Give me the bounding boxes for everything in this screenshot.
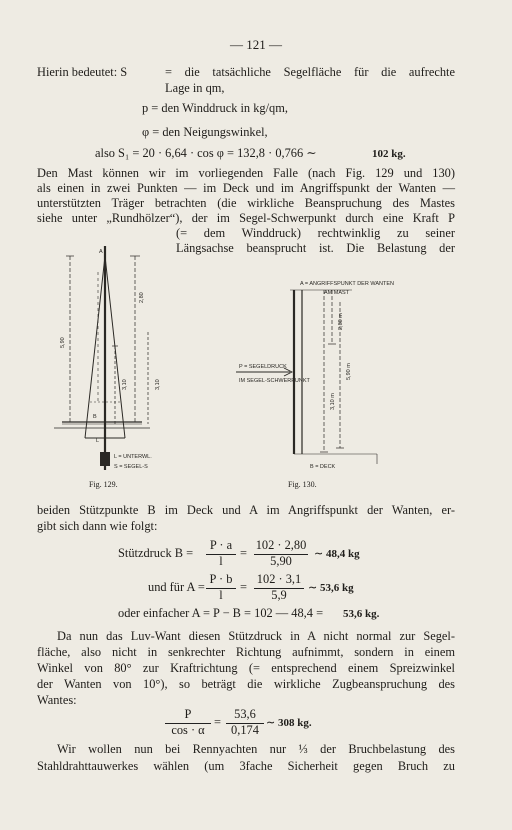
fig130-label-bottom: B = DECK — [310, 464, 336, 470]
text-line: Da nun das Luv-Want diesen Stützdruck in A nicht normal zur Segel- — [57, 629, 455, 643]
fig129-label-a: A — [99, 249, 103, 255]
eq4-fraction-numeric — [226, 707, 264, 739]
text-line: also S₁ = 20 · 6,64 · cos φ = 132,8 · 0,766 ∼ — [95, 146, 317, 160]
fig130-dim-lower: 3,10 m — [330, 393, 336, 410]
figure-130-caption: Fig. 130. — [288, 480, 317, 489]
text-line: Wantes: — [37, 693, 77, 707]
text-line: Längsachse beansprucht ist. Die Belastung der — [176, 241, 455, 255]
eq3-result: 53,6 kg. — [343, 608, 380, 620]
text-line-bold: 102 kg. — [372, 148, 406, 160]
text-line: φ = den Neigungswinkel, — [142, 125, 268, 139]
page-number: — 121 — — [230, 37, 282, 52]
text-line: Stahldrahttauwerkes wählen (um 3fache Sicherheit gegen Bruch zu — [37, 759, 455, 773]
text-line: fläche, also nicht in senkrechter Richtung aufnimmt, sondern in einem — [37, 645, 455, 659]
text-line: unterstützten Träger betrachten (die wirkliche Beanspruchung des Mastes — [37, 196, 455, 210]
text-line: p = den Winddruck in kg/qm, — [142, 101, 288, 115]
fig130-label-top1: A = ANGRIFFSPUNKT DER WANTEN — [300, 281, 394, 287]
text-line: siehe unter „Rundhölzer“), der im Segel-Schwerpunkt durch eine Kraft P — [37, 211, 455, 225]
fig129-legend-1: L = UNTERWL. — [114, 454, 152, 460]
eq2-numerator-num: 102 · 3,1 — [256, 572, 302, 586]
text-line: der Wanten von 10°), so beträgt die wirkliche Zugbeanspruchung des — [37, 677, 455, 691]
text-line: (= dem Winddruck) rechtwinklig zu seiner — [176, 226, 455, 240]
text-line: gibt sich dann wie folgt: — [37, 519, 158, 533]
eq1-result: ∼ 48,4 kg — [314, 548, 360, 560]
eq2-denominator: l — [219, 588, 223, 602]
eq2-fraction-numeric — [254, 572, 304, 604]
figure-130-diagram — [232, 272, 467, 482]
text-line: Lage in qm, — [165, 81, 225, 95]
fig129-dim-side: 3,10 — [155, 379, 161, 390]
figure-129-caption: Fig. 129. — [89, 480, 118, 489]
eq4-numerator: P — [184, 707, 192, 721]
eq3-line: oder einfacher A = P − B = 102 — 48,4 = — [118, 606, 324, 620]
eq1-denominator: l — [219, 554, 223, 568]
fig130-dim-total: 5,90 m — [346, 363, 352, 380]
fig130-label-force1: P = SEGELDRUCK — [239, 364, 287, 370]
eq2-lhs: und für A = — [148, 580, 205, 594]
eq2-numerator: P · b — [209, 572, 233, 586]
eq4-denominator-num: 0,174 — [231, 723, 259, 737]
eq1-fraction-numeric — [254, 538, 308, 570]
eq1-numerator-num: 102 · 2,80 — [255, 538, 307, 552]
eq2-denominator-num: 5,9 — [271, 588, 287, 602]
eq4-numerator-num: 53,6 — [234, 707, 256, 721]
eq4-fraction-symbolic — [165, 707, 211, 739]
eq1-denominator-num: 5,90 — [270, 554, 292, 568]
text-line: Winkel von 80° zur Kraftrichtung (= entsprechend einem Spreizwinkel — [37, 661, 455, 675]
fig129-dim-upper: 2,80 — [139, 292, 145, 303]
fig130-label-top2: AM MAST — [324, 290, 350, 296]
figure-129-diagram — [50, 242, 170, 482]
fig129-dim-total: 5,90 — [60, 337, 66, 348]
fig129-label-b: B — [93, 414, 97, 420]
fig130-label-force2: IM SEGEL-SCHWERPUNKT — [239, 378, 310, 384]
fig129-label-l: L — [96, 438, 100, 444]
text-line: Hierin bedeutet: S — [37, 65, 128, 79]
eq2-result: ∼ 53,6 kg — [308, 582, 354, 594]
fig130-dim-upper: 2,80 m — [338, 313, 344, 330]
text-line: = die tatsächliche Segelfläche für die aufrechte — [165, 65, 455, 79]
text-line: beiden Stützpunkte B im Deck und A im Angriffspunkt der Wanten, er- — [37, 503, 455, 517]
book-page: — 121 — Hierin bedeutet: S = die tatsächliche Segelfläche für die aufrechte Lage in qm, p = den Winddruck in kg/qm, φ = den Neigungswinkel, also S₁ = 20 · 6,64 · cos φ = 132,8 · 0,766 ∼ 102 kg. Den Mast können wir im vorliegenden Falle (nach Fig. 129 und 130) als einen in zwei Punkten — im Deck und im Angriffspunkt der Wanten — unterstützten Träger betrachten (die wirkliche Beanspruchung des Mastes siehe unter „Rundhölzer“), der im Segel-Schwerpunkt durch eine Kraft P (= dem Winddruck) rechtwinklig zu seiner Längsachse beansprucht ist. Die Belastung der A 5,90 2,80 3,10 3,10 B L L = UNTERWL. S = SEGEL-S Fig. 129. A = ANGRIFFSPUNKT DER WANTEN AM MAST P = SEGELDRUCK IM SEGEL-SCHWERPUNKT 2,80 m 5,90 m 3,10 m B = DECK Fig. 130. beiden Stützpunkte B im Deck und A im Angriffspunkt der Wanten, er- gibt sich dann wie folgt: Stützdruck B = P · a l = 102 · 2,80 5,90 ∼ 48,4 kg und für A = P · b l = 102 · 3,1 5,9 ∼ 53,6 kg oder einfacher A = P − B = 102 — 48,4 = 53,6 kg. Da nun das Luv-Want diesen Stützdruck in A nicht normal zur Segel- fläche, also nicht in senkrechter Richtung aufnimmt, sondern in einem Winkel von 80° zur Kraftrichtung (= entsprechend einem Spreizwinkel der Wanten von 10°), so beträgt die wirkliche Zugbeanspruchung des Wantes: P cos · α = 53,6 0,174 ∼ 308 kg. Wir wollen nun bei Rennyachten nur ⅓ der Bruchbelastung des Stahldrahttauwerkes wählen (um 3fache Sicherheit gegen Bruch zu — [0, 0, 512, 830]
eq4-denominator: cos · α — [171, 723, 205, 737]
text-line: Den Mast können wir im vorliegenden Falle (nach Fig. 129 und 130) — [37, 166, 455, 180]
text-line: Wir wollen nun bei Rennyachten nur ⅓ der Bruchbelastung des — [57, 742, 455, 756]
fig129-dim-lower: 3,10 — [122, 379, 128, 390]
fig129-legend-2: S = SEGEL-S — [114, 464, 148, 470]
eq1-lhs: Stützdruck B = — [118, 546, 194, 560]
eq2-fraction-symbolic — [206, 572, 236, 604]
text-line: als einen in zwei Punkten — im Deck und im Angriffspunkt der Wanten — — [37, 181, 455, 195]
eq1-fraction-symbolic — [206, 538, 236, 570]
eq1-numerator: P · a — [209, 538, 233, 552]
eq4-result: ∼ 308 kg. — [266, 717, 312, 729]
